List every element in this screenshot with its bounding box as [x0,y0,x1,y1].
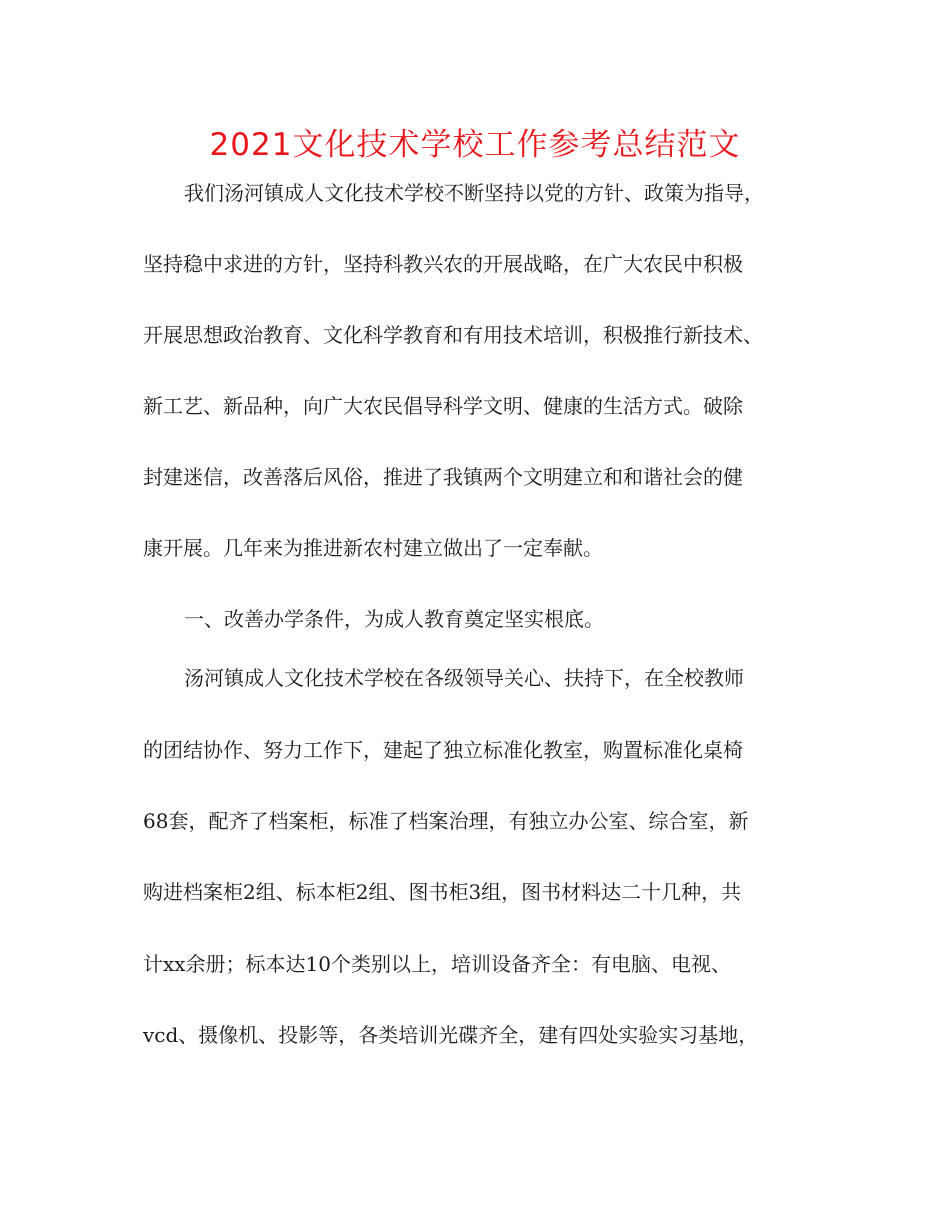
section-heading: 一、改善办学条件，为成人教育奠定坚实根底。 [184,607,604,631]
paragraph-line: 计xx余册；标本达10个类别以上，培训设备齐全：有电脑、电视、 [143,952,732,976]
paragraph-line: 新工艺、新品种，向广大农民倡导科学文明、健康的生活方式。破除 [143,394,743,418]
paragraph-line: 坚持稳中求进的方针，坚持科教兴农的开展战略，在广大农民中积极 [143,252,743,276]
paragraph-line: 开展思想政治教育、文化科学教育和有用技术培训，积极推行新技术、 [143,323,763,347]
paragraph-line: 封建迷信，改善落后风俗，推进了我镇两个文明建立和和谐社会的健 [143,465,743,489]
paragraph-line: 汤河镇成人文化技术学校在各级领导关心、扶持下，在全校教师 [184,666,744,690]
paragraph-line: 68套，配齐了档案柜，标准了档案治理，有独立办公室、综合室，新 [143,809,749,833]
document-title: 2021文化技术学校工作参考总结范文 [209,127,741,163]
paragraph-line: 购进档案柜2组、标本柜2组、图书柜3组，图书材料达二十几种，共 [143,880,742,904]
paragraph-line: vcd、摄像机、投影等，各类培训光碟齐全，建有四处实验实习基地， [143,1023,759,1047]
paragraph-line: 的团结协作、努力工作下，建起了独立标准化教室，购置标准化桌椅 [143,738,743,762]
paragraph-line: 我们汤河镇成人文化技术学校不断坚持以党的方针、政策为指导， [184,181,764,205]
paragraph-line: 康开展。几年来为推进新农村建立做出了一定奉献。 [143,536,603,560]
